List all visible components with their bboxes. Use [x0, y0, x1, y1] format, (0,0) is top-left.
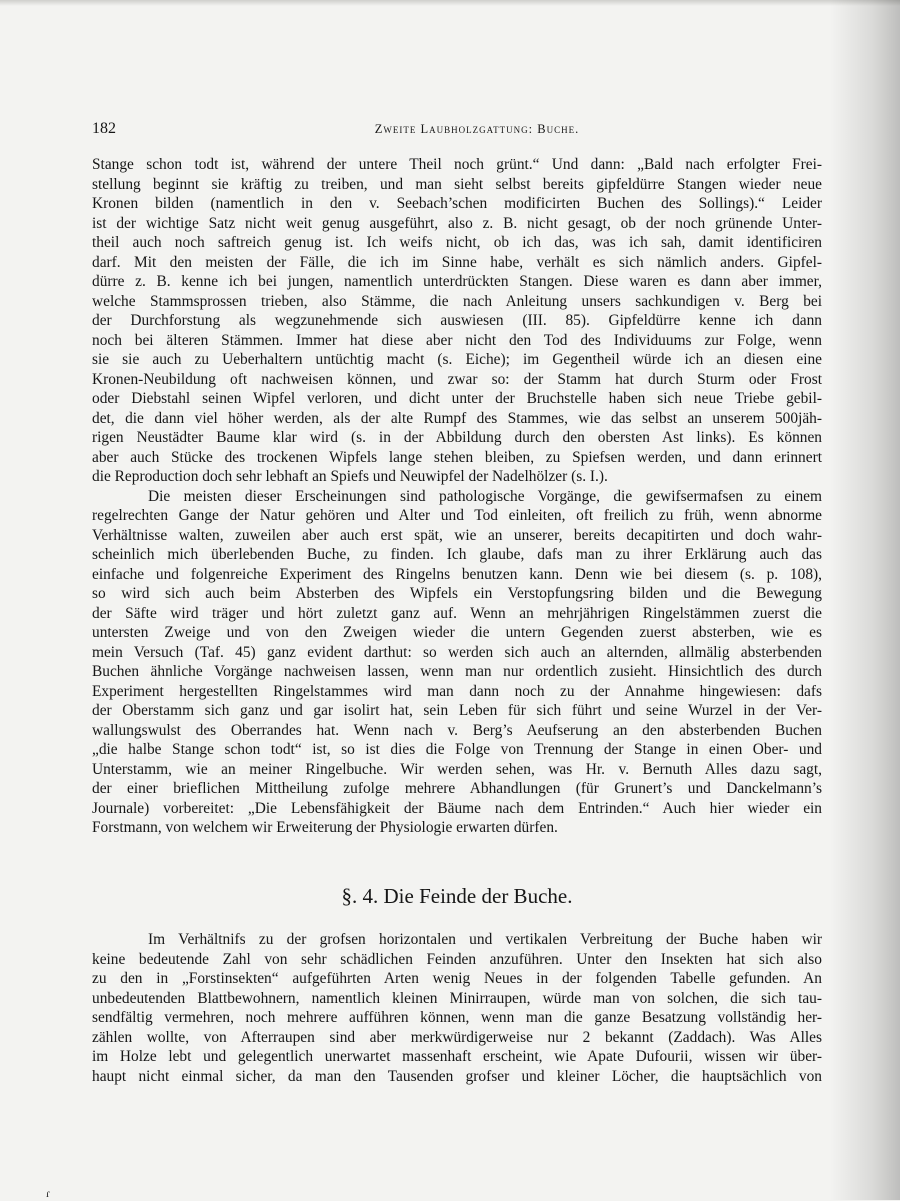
text-line: darf. Mit den meisten der Fälle, die ich im Sinne habe, verhält es sich nämlich anders. Gipfel-: [92, 253, 822, 271]
text-line: haupt nicht einmal sicher, da man den Tausenden grofser und kleiner Löcher, die hauptsächlich von: [92, 1067, 822, 1085]
text-line: „die halbe Stange schon todt“ ist, so ist dies die Folge von Trennung der Stange in einen Ober- und: [92, 741, 822, 758]
text-line: so wird sich auch beim Absterben des Wipfels ein Verstopfungsring bilden und die Bewegung: [92, 585, 822, 602]
text-line: regelrechten Gange der Natur gehören und Alter und Tod einleiten, oft freilich zu früh, wenn abnorme: [92, 507, 822, 524]
text-line: einfache und folgenreiche Experiment des Ringelns benutzen kann. Denn wie bei diesem (s. p. 108),: [92, 565, 822, 583]
text-line: zählen wollte, von Afterraupen sind aber merkwürdigerweise nur 2 bekannt (Zaddach). Was Alles: [92, 1028, 822, 1046]
page-number: 182: [92, 120, 116, 137]
text-line: sie sie auch zu Ueberhaltern untüchtig macht (s. Eiche); im Gegentheil würde ich an diesen eine: [92, 351, 822, 368]
page-top-edge: [0, 0, 900, 6]
text-line: der Oberstamm sich ganz und gar isolirt hat, sein Leben für sich führt und seine Wurzel in der Ver-: [92, 702, 822, 719]
text-line: keine bedeutende Zahl von sehr schädlichen Feinden anzuführen. Unter den Insekten hat sich also: [92, 950, 822, 968]
text-line: Stange schon todt ist, während der untere Theil noch grünt.“ Und dann: „Bald nach erfolgter Frei-: [92, 156, 822, 173]
text-line: Unterstamm, wie an meiner Ringelbuche. Wir werden sehen, was Hr. v. Bernuth Alles dazu sagt,: [92, 760, 822, 778]
text-line: untersten Zweige und von den Zweigen wieder die untern Gegenden zuerst absterben, wie es: [92, 624, 822, 641]
text-line: mein Versuch (Taf. 45) ganz evident darthut: so werden sich auch an alternden, allmälig absterbenden: [92, 643, 822, 661]
text-line: der einer brieflichen Mittheilung zufolge mehrere Abhandlungen (für Grunert’s und Danckelmann’s: [92, 780, 822, 797]
text-line: Buchen ähnliche Vorgänge nachweisen lassen, wenn man nur ordentlich zusieht. Hinsichtlich des durch: [92, 663, 822, 680]
text-line: oder Diebstahl seinen Wipfel verloren, und dicht unter der Bruchstelle haben sich neue Triebe gebil-: [92, 390, 822, 407]
text-line: im Holze lebt und gelegentlich unerwartet massenhaft erscheint, wie Apate Dufourii, wissen wir über-: [92, 1048, 822, 1065]
running-head: [92, 120, 822, 140]
section-heading: §. 4. Die Feinde der Buche.: [341, 884, 573, 908]
text-line: sendfältig vermehren, noch mehrere aufführen können, wenn man die ganze Besatzung vollständig her-: [92, 1009, 822, 1026]
text-line: rigen Neustädter Baume klar wird (s. in der Abbildung durch den obersten Ast links). Es können: [92, 429, 822, 446]
text-line: der Säfte wird träger und hört zuletzt ganz auf. Wenn an mehrjährigen Ringelstämmen zuerst die: [92, 604, 822, 622]
body-text-top: [92, 155, 822, 838]
text-line: theil auch noch saftreich genug ist. Ich weifs nicht, ob ich das, was ich sah, damit identificiren: [92, 234, 822, 251]
text-line: noch bei älteren Stämmen. Immer hat diese aber nicht den Tod des Individuums zur Folge, wenn: [92, 331, 822, 349]
text-line: Im Verhältnifs zu der grofsen horizontalen und vertikalen Verbreitung der Buche haben wir: [148, 931, 822, 948]
text-line: der Durchforstung als wegzunehmende sich auswiesen (III. 85). Gipfeldürre kenne ich dann: [92, 312, 822, 329]
text-line: dürre z. B. kenne ich bei jungen, namentlich unterdrückten Stangen. Diese waren es dann aber immer,: [92, 273, 822, 290]
text-line: scheinlich mich überlebenden Buche, zu finden. Ich glaube, dafs man zu ihrer Erklärung auch das: [92, 546, 822, 563]
text-line: Kronen-Neubildung oft nachweisen können, und zwar so: der Stamm hat durch Sturm oder Frost: [92, 370, 822, 388]
text-line: Kronen bilden (namentlich in den v. Seebach’schen modificirten Buchen des Sollings).“ Leider: [92, 195, 822, 212]
text-line: stellung beginnt sie kräftig zu treiben, und man sieht selbst bereits gipfeldürre Stangen wieder neue: [92, 175, 822, 193]
text-line: ist der wichtige Satz nicht weit genug ausgeführt, also z. B. nicht gesagt, ob der noch grünende Unter-: [92, 214, 822, 232]
body-text-bottom: [92, 930, 822, 1086]
text-line: aber auch Stücke des trockenen Wipfels lange stehen bleiben, zu Spiefsen werden, und dann erinnert: [92, 448, 822, 466]
page-edge-shadow: [830, 0, 900, 1200]
text-line: Forstmann, von welchem wir Erweiterung der Physiologie erwarten dürfen.: [92, 819, 558, 836]
text-line: unbedeutenden Blattbewohnern, namentlich kleinen Minirraupen, würde man von solchen, die sich tau-: [92, 989, 822, 1007]
text-line: det, die dann viel höher werden, als der alte Rumpf des Stammes, wie das selbst an unserem 500jäh-: [92, 409, 822, 427]
text-line: Verhältnisse walten, zuweilen aber auch erst spät, wie an unserer, bereits decapitirten und doch wahr-: [92, 526, 822, 544]
text-line: wallungswulst des Oberrandes hat. Wenn nach v. Berg’s Aeufserung an den absterbenden Buchen: [92, 721, 822, 739]
text-line: Experiment hergestellten Ringelstammes wird man dann noch zu der Annahme hingewiesen: dafs: [92, 682, 822, 700]
text-line: Journale) vorbereitet: „Die Lebensfähigkeit der Bäume nach dem Entrinden.“ Auch hier wieder ein: [92, 799, 822, 817]
text-line: die Reproduction doch sehr lebhaft an Spiefs und Neuwipfel der Nadelhölzer (s. I.).: [92, 468, 608, 485]
running-head-title: Zweite Laubholzgattung: Buche.: [374, 122, 580, 136]
text-line: zu den in „Forstinsekten“ aufgeführten Arten wenig Neues in der folgenden Tabelle gefunden. An: [92, 970, 822, 987]
text-line: welche Stammsprossen trieben, also Stämme, die nach Anleitung unsers sachkundigen v. Berg bei: [92, 292, 822, 310]
stray-print-mark: ɾ: [46, 1186, 50, 1200]
text-line: Die meisten dieser Erscheinungen sind pathologische Vorgänge, die gewifsermafsen zu einem: [148, 487, 822, 505]
